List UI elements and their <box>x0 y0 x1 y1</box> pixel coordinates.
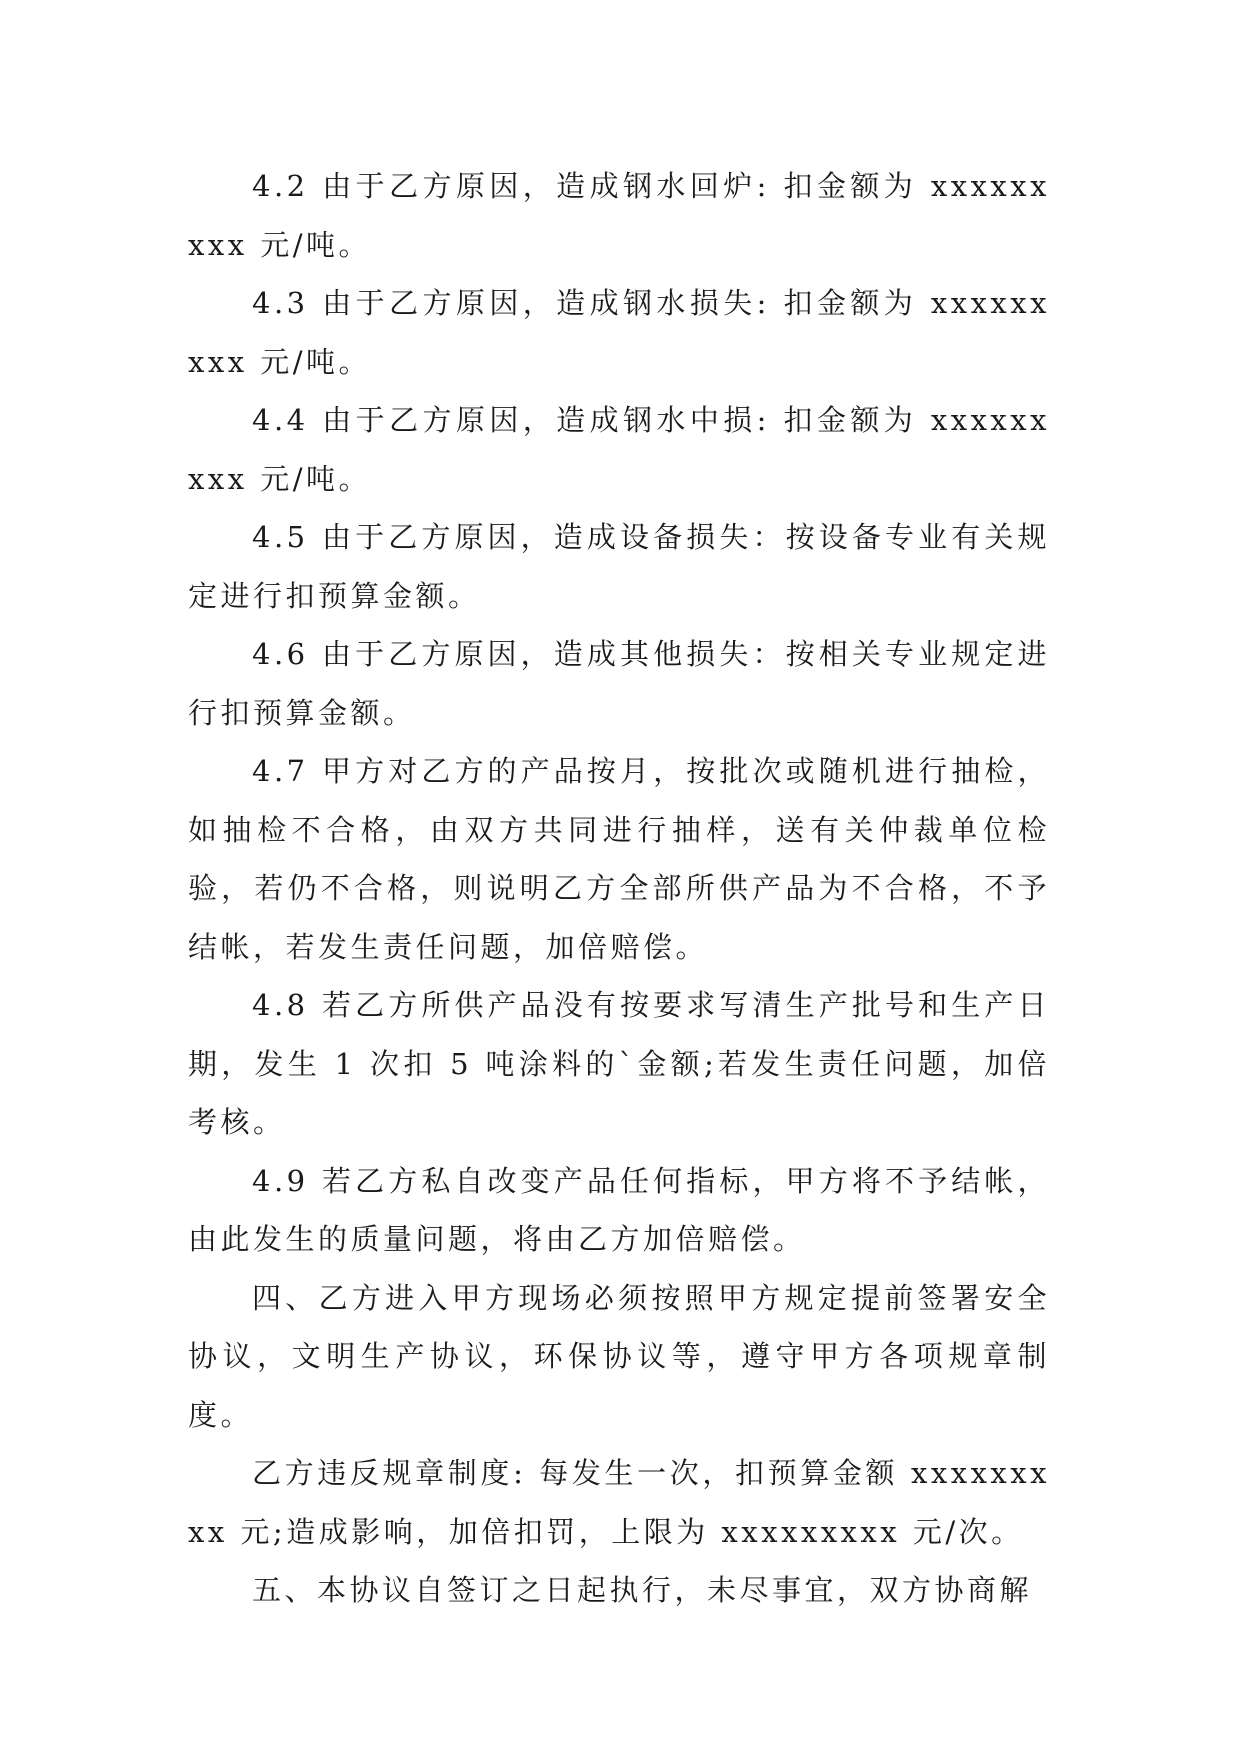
paragraph-4-8: 4.8 若乙方所供产品没有按要求写清生产批号和生产日期，发生 1 次扣 5 吨涂料的`金额;若发生责任问题，加倍考核。 <box>188 988 1050 1139</box>
paragraph-4-5: 4.5 由于乙方原因，造成设备损失：按设备专业有关规定进行扣预算金额。 <box>188 520 1050 613</box>
paragraph-violation-penalty: 乙方违反规章制度: 每发生一次，扣预算金额 xxxxxxxxx 元;造成影响，加倍扣罚，上限为 xxxxxxxxx 元/次。 <box>188 1456 1050 1549</box>
paragraph-4-6: 4.6 由于乙方原因，造成其他损失：按相关专业规定进行扣预算金额。 <box>188 637 1050 730</box>
paragraph-section-5: 五、本协议自签订之日起执行，未尽事宜，双方协商解 <box>252 1573 1033 1607</box>
paragraph-4-2: 4.2 由于乙方原因，造成钢水回炉: 扣金额为 xxxxxxxxx 元/吨。 <box>188 169 1050 262</box>
paragraph-4-7: 4.7 甲方对乙方的产品按月，按批次或随机进行抽检，如抽检不合格，由双方共同进行抽样，送有关仲裁单位检验，若仍不合格，则说明乙方全部所供产品为不合格，不予结帐，若发生责任问题，加倍赔偿。 <box>188 754 1050 964</box>
paragraph-section-4: 四、乙方进入甲方现场必须按照甲方规定提前签署安全协议，文明生产协议，环保协议等，遵守甲方各项规章制度。 <box>188 1280 1050 1432</box>
paragraph-4-9: 4.9 若乙方私自改变产品任何指标，甲方将不予结帐，由此发生的质量问题，将由乙方加倍赔偿。 <box>188 1163 1050 1256</box>
paragraph-4-3: 4.3 由于乙方原因，造成钢水损失: 扣金额为 xxxxxxxxx 元/吨。 <box>188 286 1050 379</box>
document-body <box>188 157 1050 1620</box>
paragraph-4-4: 4.4 由于乙方原因，造成钢水中损: 扣金额为 xxxxxxxxx 元/吨。 <box>188 403 1050 496</box>
